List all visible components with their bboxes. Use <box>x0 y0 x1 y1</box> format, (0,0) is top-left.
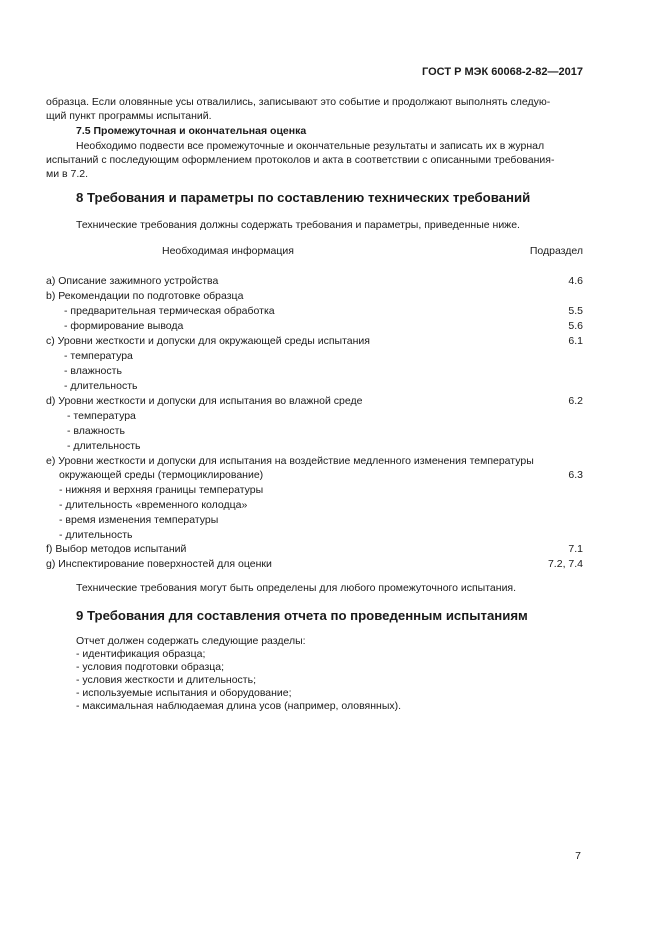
table-row-text: - длительность «временного колодца» <box>59 499 248 511</box>
table-row-text: - температура <box>64 350 133 362</box>
section-8-note: Технические требования могут быть определены для любого промежуточного испытания. <box>76 582 517 594</box>
table-row-text: e) Уровни жесткости и допуски для испытания на воздействие медленного изменения температуры <box>46 455 534 467</box>
table-row-text: - влажность <box>67 425 125 437</box>
section-8-intro: Технические требования должны содержать требования и параметры, приведенные ниже. <box>76 219 520 231</box>
column-header-subsection: Подраздел <box>529 245 583 257</box>
table-row-text: - длительность <box>59 529 133 541</box>
body-text-line: щий пункт программы испытаний. <box>46 110 212 122</box>
table-row-text: b) Рекомендации по подготовке образца <box>46 290 244 302</box>
table-row-text: c) Уровни жесткости и допуски для окружающей среды испытания <box>46 335 370 347</box>
section-9-title: 9 Требования для составления отчета по проведенным испытаниям <box>76 608 528 623</box>
table-row-ref: 5.6 <box>568 320 583 332</box>
table-row-ref: 4.6 <box>568 275 583 287</box>
list-item: - максимальная наблюдаемая длина усов (например, оловянных). <box>76 700 402 712</box>
table-row-text: - время изменения температуры <box>59 514 219 526</box>
table-row-text: окружающей среды (термоциклирование) <box>59 469 264 481</box>
body-text-line: испытаний с последующим оформлением протоколов и акта в соответствии с описанными требования- <box>46 154 555 166</box>
table-row-ref: 6.2 <box>568 395 583 407</box>
table-row-text: a) Описание зажимного устройства <box>46 275 219 287</box>
table-row-ref: 6.1 <box>568 335 583 347</box>
body-text-line: ми в 7.2. <box>46 168 89 180</box>
table-row-text: f) Выбор методов испытаний <box>46 543 187 555</box>
list-item: - идентификация образца; <box>76 648 206 660</box>
table-row-ref: 6.3 <box>568 469 583 481</box>
table-row-ref: 7.2, 7.4 <box>547 558 583 570</box>
list-item: - используемые испытания и оборудование; <box>76 687 292 699</box>
table-row-text: - формирование вывода <box>64 320 184 332</box>
table-row-text: - длительность <box>64 380 138 392</box>
section-8-title: 8 Требования и параметры по составлению технических требований <box>76 190 531 205</box>
table-row-text: - температура <box>67 410 136 422</box>
section-7-5-title: 7.5 Промежуточная и окончательная оценка <box>76 125 307 137</box>
table-row-text: g) Инспектирование поверхностей для оценки <box>46 558 272 570</box>
page-number: 7 <box>575 850 581 862</box>
body-text-line: образца. Если оловянные усы отвалились, записывают это событие и продолжают выполнять следую- <box>46 96 551 108</box>
table-row-ref: 7.1 <box>568 543 583 555</box>
table-row-text: d) Уровни жесткости и допуски для испытания во влажной среде <box>46 395 363 407</box>
body-text-line: Необходимо подвести все промежуточные и окончательные результаты и записать их в журнал <box>76 140 545 152</box>
list-item: - условия подготовки образца; <box>76 661 225 673</box>
table-row-ref: 5.5 <box>568 305 583 317</box>
column-header-info: Необходимая информация <box>162 245 294 257</box>
table-row-text: - длительность <box>67 440 141 452</box>
table-row-text: - влажность <box>64 365 122 377</box>
table-row-text: - предварительная термическая обработка <box>64 305 275 317</box>
table-row-text: - нижняя и верхняя границы температуры <box>59 484 264 496</box>
list-item: - условия жесткости и длительность; <box>76 674 257 686</box>
document-header: ГОСТ Р МЭК 60068-2-82—2017 <box>422 66 583 78</box>
section-9-intro: Отчет должен содержать следующие разделы: <box>76 635 306 647</box>
